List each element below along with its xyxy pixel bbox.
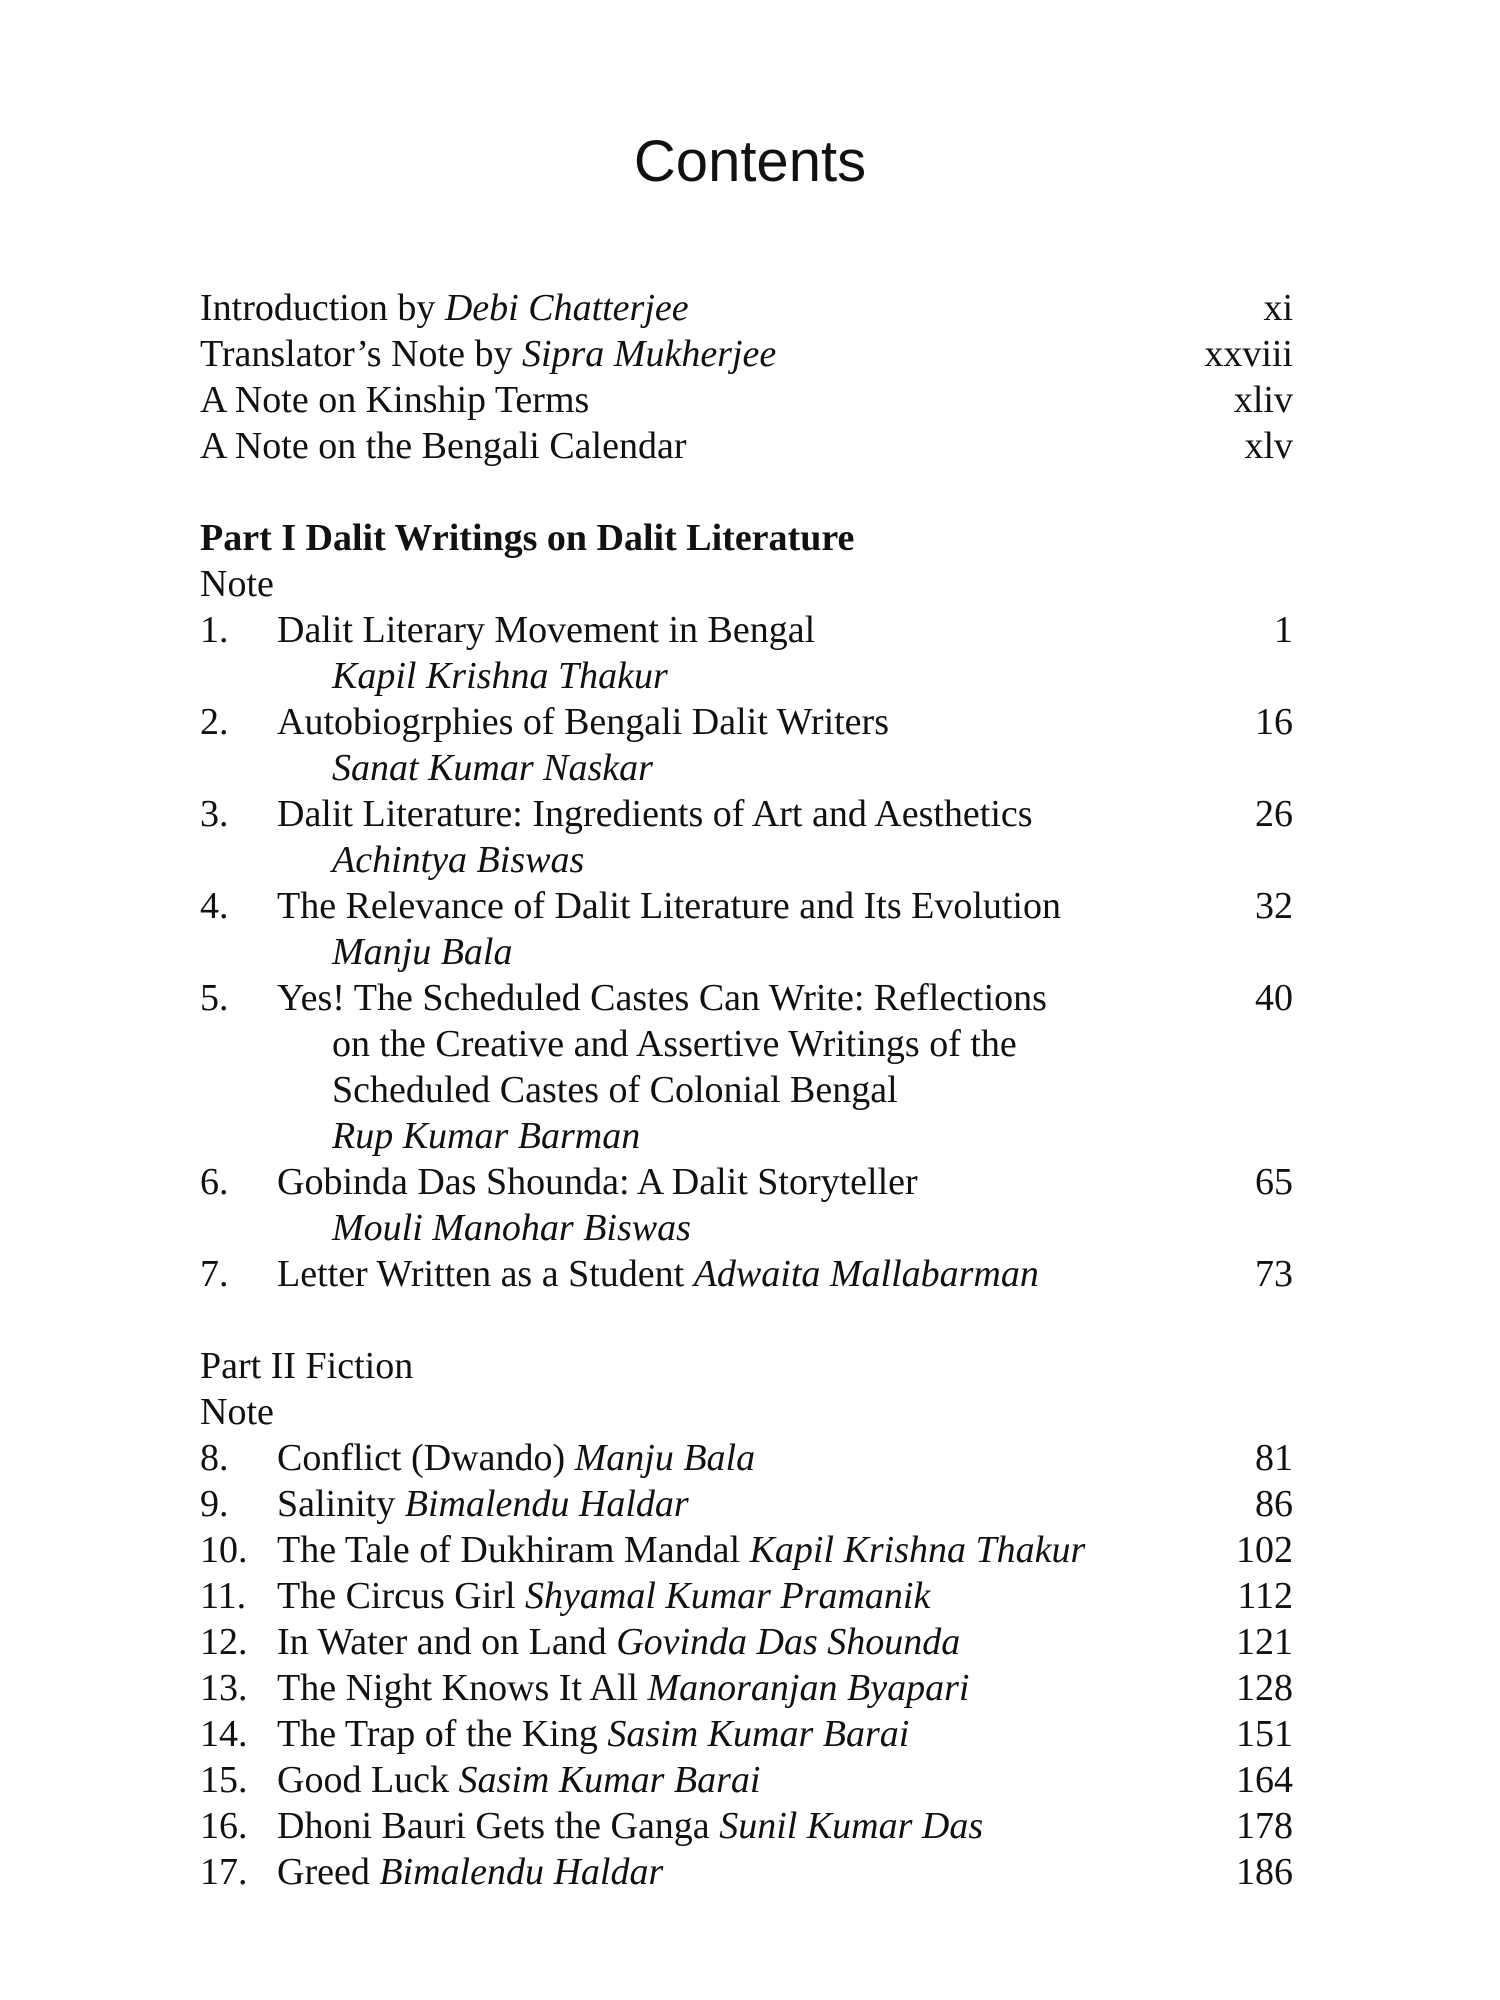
page-number: 32 — [1255, 885, 1293, 927]
entry-title: Dhoni Bauri Gets the Ganga — [277, 1805, 720, 1847]
entry-number: 17. — [200, 1851, 248, 1893]
page-number: 178 — [1236, 1805, 1293, 1847]
entry-title: The Circus Girl — [277, 1575, 526, 1617]
entry-author-line — [200, 929, 1293, 975]
page-number: 151 — [1236, 1713, 1293, 1755]
spacer — [200, 469, 1293, 515]
entry-title: Conflict (Dwando) — [277, 1437, 575, 1479]
page-number: 81 — [1255, 1437, 1293, 1479]
page-number: 86 — [1255, 1483, 1293, 1525]
entry-number: 12. — [200, 1621, 248, 1663]
note-label: Note — [200, 1391, 274, 1433]
part1-note[interactable] — [200, 561, 1293, 607]
entry-title: The Relevance of Dalit Literature and Its Evolution — [277, 885, 1061, 927]
entry-number: 10. — [200, 1529, 248, 1571]
entry-title: Autobiogrphies of Bengali Dalit Writers — [277, 701, 889, 743]
entry-title: Letter Written as a Student — [277, 1253, 694, 1295]
entry-title: Gobinda Das Shounda: A Dalit Storyteller — [277, 1161, 918, 1203]
toc-entry-17[interactable] — [200, 1849, 1293, 1895]
entry-number: 11. — [200, 1575, 247, 1617]
entry-author-line — [200, 1205, 1293, 1251]
entry-number: 4. — [200, 885, 229, 927]
entry-number: 16. — [200, 1805, 248, 1847]
entry-author: Sanat Kumar Naskar — [332, 747, 653, 789]
entry-author: Sasim Kumar Barai — [607, 1713, 910, 1755]
entry-title-line: on the Creative and Assertive Writings of the — [332, 1023, 1017, 1065]
entry-title: Good Luck — [277, 1759, 459, 1801]
part2-note[interactable] — [200, 1389, 1293, 1435]
entry-author: Manoranjan Byapari — [647, 1667, 970, 1709]
entry-title: Introduction by — [200, 287, 445, 329]
toc-entry-6[interactable] — [200, 1159, 1293, 1205]
toc-entry-2[interactable] — [200, 699, 1293, 745]
entry-title: The Trap of the King — [277, 1713, 608, 1755]
entry-number: 15. — [200, 1759, 248, 1801]
entry-author: Manju Bala — [574, 1437, 756, 1479]
entry-author: Bimalendu Haldar — [404, 1483, 689, 1525]
page-number: xxviii — [1204, 333, 1293, 375]
entry-author: Sipra Mukherjee — [521, 333, 777, 375]
toc-entry-16[interactable] — [200, 1803, 1293, 1849]
entry-title: The Tale of Dukhiram Mandal — [277, 1529, 750, 1571]
toc-entry-3[interactable] — [200, 791, 1293, 837]
entry-title: In Water and on Land — [277, 1621, 617, 1663]
toc-entry-15[interactable] — [200, 1757, 1293, 1803]
toc-entry-translators-note[interactable] — [200, 331, 1293, 377]
page-number: xi — [1263, 287, 1293, 329]
entry-author: Sunil Kumar Das — [719, 1805, 984, 1847]
page-number: 1 — [1274, 609, 1293, 651]
page-number: 121 — [1236, 1621, 1293, 1663]
entry-title: A Note on Kinship Terms — [200, 379, 590, 421]
page-number: 16 — [1255, 701, 1293, 743]
entry-author-line — [200, 837, 1293, 883]
table-of-contents — [200, 285, 1293, 1895]
entry-author: Kapil Krishna Thakur — [749, 1529, 1086, 1571]
entry-number: 6. — [200, 1161, 229, 1203]
part1-heading — [200, 515, 1293, 561]
toc-entry-7[interactable] — [200, 1251, 1293, 1297]
page-number: 65 — [1255, 1161, 1293, 1203]
page-number: 186 — [1236, 1851, 1293, 1893]
toc-entry-bengali-calendar[interactable] — [200, 423, 1293, 469]
page-number: 164 — [1236, 1759, 1293, 1801]
entry-number: 1. — [200, 609, 229, 651]
entry-author: Shyamal Kumar Pramanik — [525, 1575, 931, 1617]
entry-title-line: Scheduled Castes of Colonial Bengal — [332, 1069, 898, 1111]
toc-entry-9[interactable] — [200, 1481, 1293, 1527]
entry-author: Manju Bala — [332, 931, 513, 973]
note-label: Note — [200, 563, 274, 605]
entry-title: Translator’s Note by — [200, 333, 522, 375]
toc-entry-10[interactable] — [200, 1527, 1293, 1573]
entry-number: 7. — [200, 1253, 229, 1295]
entry-title: The Night Knows It All — [277, 1667, 648, 1709]
entry-author: Rup Kumar Barman — [332, 1115, 641, 1157]
page-number: 40 — [1255, 977, 1293, 1019]
entry-author: Govinda Das Shounda — [616, 1621, 961, 1663]
entry-title: Yes! The Scheduled Castes Can Write: Reflections — [277, 977, 1047, 1019]
part2-heading — [200, 1343, 1293, 1389]
entry-author: Kapil Krishna Thakur — [332, 655, 668, 697]
entry-author-line — [200, 653, 1293, 699]
entry-title: Greed — [277, 1851, 380, 1893]
entry-title: Salinity — [277, 1483, 405, 1525]
entry-author-line — [200, 745, 1293, 791]
part-heading-text: Part I Dalit Writings on Dalit Literature — [200, 517, 855, 559]
toc-entry-kinship-terms[interactable] — [200, 377, 1293, 423]
toc-entry-8[interactable] — [200, 1435, 1293, 1481]
toc-entry-12[interactable] — [200, 1619, 1293, 1665]
entry-number: 5. — [200, 977, 229, 1019]
page-number: 102 — [1236, 1529, 1293, 1571]
page-number: 112 — [1237, 1575, 1293, 1617]
entry-author: Achintya Biswas — [332, 839, 585, 881]
entry-author: Sasim Kumar Barai — [458, 1759, 761, 1801]
entry-author: Mouli Manohar Biswas — [332, 1207, 691, 1249]
page-number: 128 — [1236, 1667, 1293, 1709]
entry-author-line — [200, 1113, 1293, 1159]
entry-title: Dalit Literature: Ingredients of Art and Aesthetics — [277, 793, 1033, 835]
toc-entry-13[interactable] — [200, 1665, 1293, 1711]
page-number: xliv — [1233, 379, 1293, 421]
part-heading-text: Part II Fiction — [200, 1345, 414, 1387]
entry-number: 13. — [200, 1667, 248, 1709]
entry-author: Debi Chatterjee — [444, 287, 689, 329]
entry-number: 3. — [200, 793, 229, 835]
entry-author: Bimalendu Haldar — [379, 1851, 664, 1893]
entry-title-continuation — [200, 1067, 1293, 1113]
toc-entry-4[interactable] — [200, 883, 1293, 929]
toc-entry-5[interactable] — [200, 975, 1293, 1021]
entry-title: Dalit Literary Movement in Bengal — [277, 609, 816, 651]
entry-title-continuation — [200, 1021, 1293, 1067]
toc-entry-11[interactable] — [200, 1573, 1293, 1619]
entry-number: 8. — [200, 1437, 229, 1479]
toc-entry-introduction[interactable] — [200, 285, 1293, 331]
toc-entry-1[interactable] — [200, 607, 1293, 653]
entry-number: 9. — [200, 1483, 229, 1525]
page-number: 73 — [1255, 1253, 1293, 1295]
spacer — [200, 1297, 1293, 1343]
page-number: xlv — [1244, 425, 1293, 467]
entry-author: Adwaita Mallabarman — [693, 1253, 1039, 1295]
page-number: 26 — [1255, 793, 1293, 835]
entry-number: 2. — [200, 701, 229, 743]
toc-entry-14[interactable] — [200, 1711, 1293, 1757]
entry-title: A Note on the Bengali Calendar — [200, 425, 687, 467]
page-title: Contents — [633, 129, 867, 194]
entry-number: 14. — [200, 1713, 248, 1755]
